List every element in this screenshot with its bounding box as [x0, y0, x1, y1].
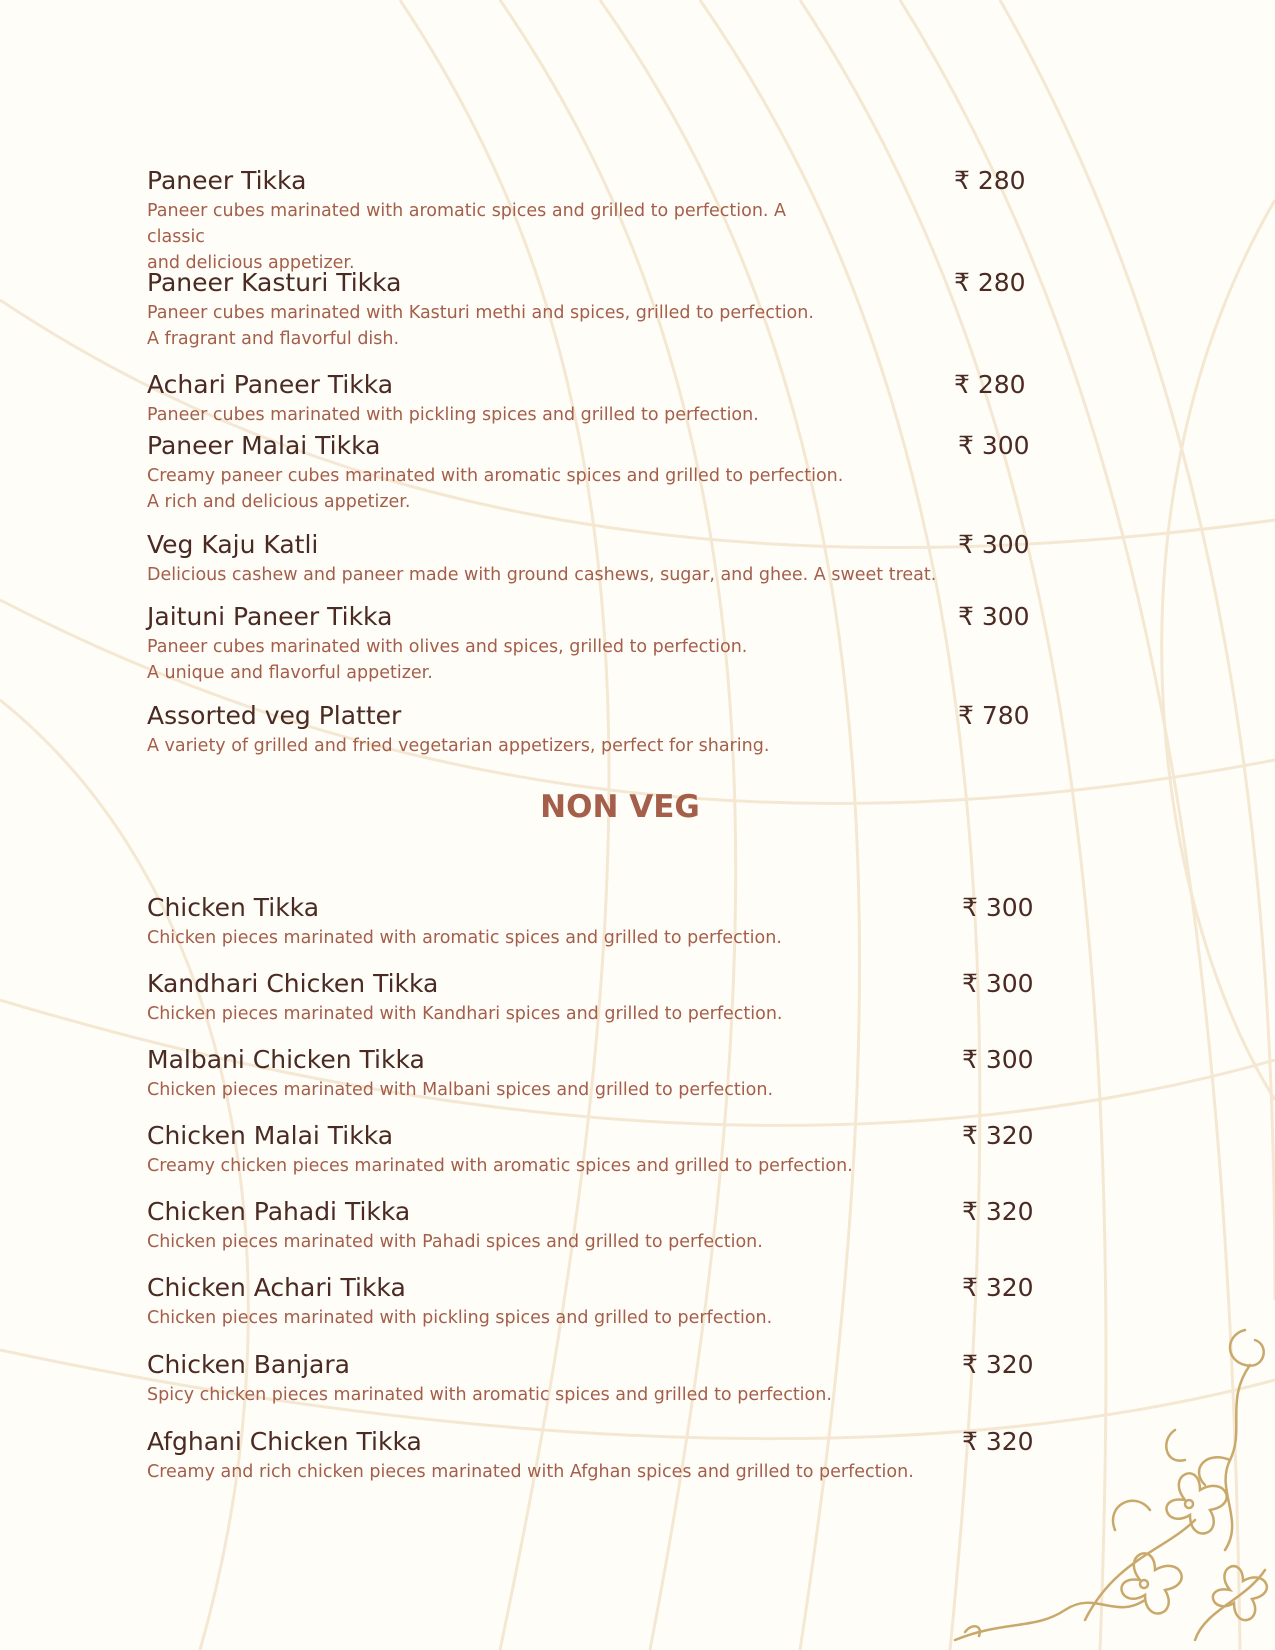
- item-price: ₹ 300: [958, 602, 1030, 631]
- item-name: Chicken Pahadi Tikka: [147, 1197, 411, 1226]
- item-price: ₹ 320: [962, 1273, 1034, 1302]
- menu-item: [147, 969, 783, 1027]
- item-description: Chicken pieces marinated with aromatic spices and grilled to perfection.: [147, 928, 782, 948]
- item-name: Veg Kaju Katli: [147, 530, 319, 559]
- item-price: ₹ 300: [962, 893, 1034, 922]
- item-description: Creamy paneer cubes marinated with aromatic spices and grilled to perfection. A rich and delicious appetizer.: [147, 466, 844, 512]
- item-price: ₹ 300: [958, 530, 1030, 559]
- item-price: ₹ 280: [954, 370, 1026, 399]
- item-description: Spicy chicken pieces marinated with aromatic spices and grilled to perfection.: [147, 1385, 832, 1405]
- item-name: Afghani Chicken Tikka: [147, 1427, 422, 1456]
- item-price: ₹ 320: [962, 1197, 1034, 1226]
- item-name: Paneer Tikka: [147, 166, 307, 195]
- menu-item: [147, 701, 769, 759]
- menu-item: [147, 893, 782, 951]
- item-description: Chicken pieces marinated with Kandhari spices and grilled to perfection.: [147, 1004, 783, 1024]
- item-price: ₹ 320: [962, 1350, 1034, 1379]
- item-description: Chicken pieces marinated with Malbani spices and grilled to perfection.: [147, 1080, 774, 1100]
- item-price: ₹ 320: [962, 1427, 1034, 1456]
- menu-item: [147, 1197, 763, 1255]
- menu-item: [147, 1273, 772, 1331]
- item-description: Paneer cubes marinated with aromatic spices and grilled to perfection. A classic and delicious appetizer.: [147, 201, 787, 273]
- item-price: ₹ 320: [962, 1121, 1034, 1150]
- item-price: ₹ 780: [958, 701, 1030, 730]
- item-name: Achari Paneer Tikka: [147, 370, 394, 399]
- menu-item: [147, 1350, 832, 1408]
- item-description: Paneer cubes marinated with olives and spices, grilled to perfection. A unique and flavorful appetizer.: [147, 637, 748, 683]
- item-name: Chicken Achari Tikka: [147, 1273, 406, 1302]
- item-description: Chicken pieces marinated with pickling spices and grilled to perfection.: [147, 1308, 773, 1328]
- item-price: ₹ 280: [954, 166, 1026, 195]
- menu-item: [147, 431, 907, 515]
- item-name: Kandhari Chicken Tikka: [147, 969, 439, 998]
- item-description: Creamy chicken pieces marinated with aromatic spices and grilled to perfection.: [147, 1156, 853, 1176]
- item-description: A variety of grilled and fried vegetarian appetizers, perfect for sharing.: [147, 736, 770, 756]
- item-name: Malbani Chicken Tikka: [147, 1045, 425, 1074]
- item-price: ₹ 300: [962, 969, 1034, 998]
- menu-item: [147, 1121, 853, 1179]
- item-price: ₹ 300: [962, 1045, 1034, 1074]
- section-title-non-veg: NON VEG: [540, 789, 700, 825]
- menu-item: [147, 1045, 773, 1103]
- item-description: Creamy and rich chicken pieces marinated with Afghan spices and grilled to perfection.: [147, 1462, 914, 1482]
- item-name: Chicken Banjara: [147, 1350, 350, 1379]
- item-price: ₹ 300: [958, 431, 1030, 460]
- item-name: Chicken Tikka: [147, 893, 320, 922]
- menu-item: [147, 268, 847, 352]
- item-name: Chicken Malai Tikka: [147, 1121, 394, 1150]
- item-description: Paneer cubes marinated with pickling spices and grilled to perfection.: [147, 405, 759, 425]
- item-name: Assorted veg Platter: [147, 701, 402, 730]
- item-name: Jaituni Paneer Tikka: [147, 602, 393, 631]
- menu-item: [147, 602, 907, 686]
- menu-item: [147, 530, 936, 588]
- floral-corner-ornament: [945, 1320, 1275, 1650]
- item-name: Paneer Malai Tikka: [147, 431, 381, 460]
- item-price: ₹ 280: [954, 268, 1026, 297]
- item-description: Delicious cashew and paneer made with ground cashews, sugar, and ghee. A sweet treat.: [147, 565, 937, 585]
- item-name: Paneer Kasturi Tikka: [147, 268, 402, 297]
- menu-item: [147, 166, 847, 276]
- item-description: Paneer cubes marinated with Kasturi methi and spices, grilled to perfection. A fragrant and flavorful dish.: [147, 303, 814, 349]
- item-description: Chicken pieces marinated with Pahadi spices and grilled to perfection.: [147, 1232, 763, 1252]
- menu-item: [147, 1427, 914, 1485]
- menu-item: [147, 370, 907, 428]
